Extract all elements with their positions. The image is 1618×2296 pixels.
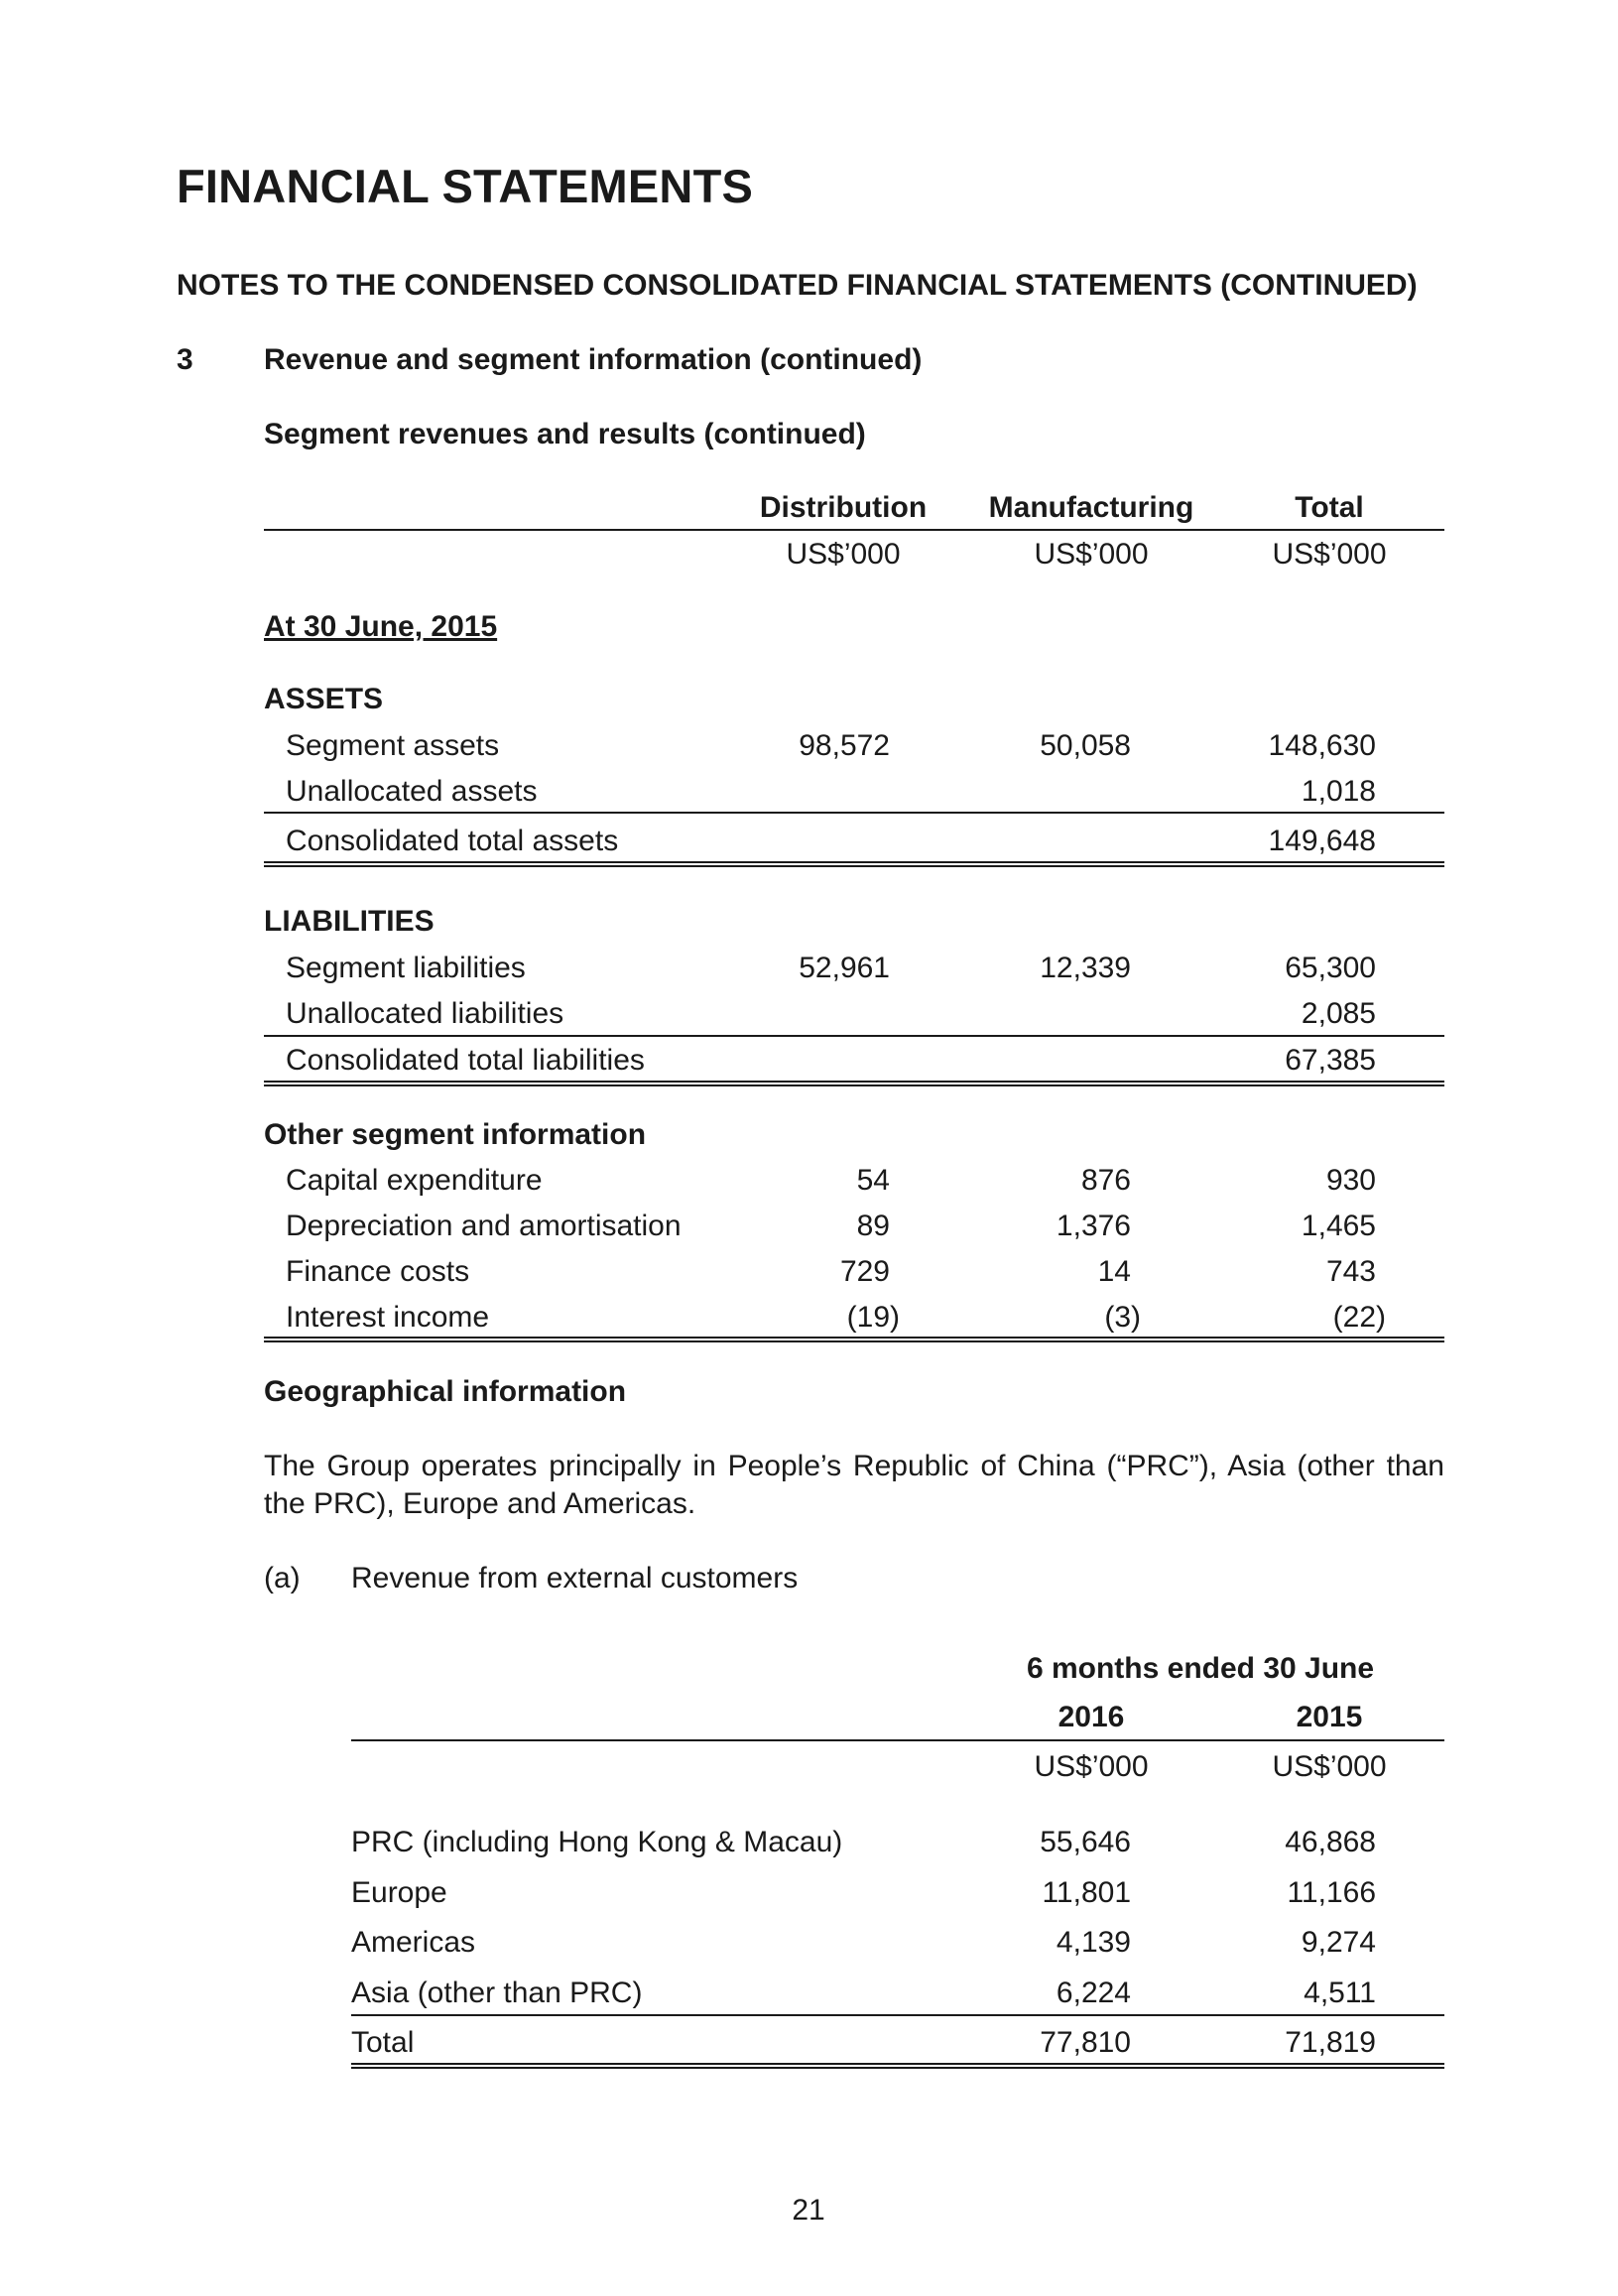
row-label: Segment assets: [286, 729, 500, 762]
table-cell: 1,465: [1301, 1210, 1376, 1242]
subtotal-rule: [351, 2014, 1444, 2016]
row-label: Unallocated assets: [286, 775, 538, 808]
table-cell: 4,139: [1056, 1926, 1131, 1959]
page-number: 21: [792, 2194, 825, 2227]
table-cell: 2,085: [1301, 997, 1376, 1030]
table-cell: 12,339: [1040, 952, 1131, 984]
section-title: Revenue and segment information (continued): [264, 343, 923, 376]
unit-label: US$’000: [1034, 538, 1149, 571]
row-label: Asia (other than PRC): [351, 1977, 643, 2009]
geo-heading: Geographical information: [264, 1375, 627, 1408]
row-label: PRC (including Hong Kong & Macau): [351, 1826, 843, 1858]
row-label: Capital expenditure: [286, 1164, 543, 1197]
table-cell: 148,630: [1268, 729, 1376, 762]
table-cell: (19): [846, 1301, 900, 1334]
table-cell: 743: [1325, 1255, 1376, 1288]
row-label: Americas: [351, 1926, 476, 1959]
subsection-title: Segment revenues and results (continued): [264, 418, 866, 450]
table-cell: 50,058: [1040, 729, 1131, 762]
row-label: Depreciation and amortisation: [286, 1210, 682, 1242]
row-label: Interest income: [286, 1301, 490, 1334]
table-cell: 876: [1080, 1164, 1131, 1197]
row-label: Total: [351, 2026, 415, 2059]
row-label: Consolidated total assets: [286, 825, 619, 857]
table-cell: 11,801: [1042, 1876, 1131, 1909]
year-header: 2016: [1058, 1701, 1125, 1733]
table-cell: 52,961: [799, 952, 890, 984]
row-label: Finance costs: [286, 1255, 470, 1288]
header-rule: [351, 1739, 1444, 1741]
other-heading: Other segment information: [264, 1118, 647, 1151]
unit-label: US$’000: [1272, 1750, 1387, 1783]
column-header-distribution: Distribution: [759, 491, 928, 524]
table-cell: 1,376: [1056, 1210, 1131, 1242]
table-cell: 77,810: [1040, 2026, 1131, 2059]
item-title: Revenue from external customers: [351, 1562, 799, 1594]
table-cell: 11,166: [1287, 1876, 1376, 1909]
period-header: 6 months ended 30 June: [1026, 1652, 1375, 1685]
header-rule: [264, 529, 1444, 531]
row-label: Unallocated liabilities: [286, 997, 564, 1030]
subtotal-rule: [264, 812, 1444, 814]
table-cell: 729: [839, 1255, 890, 1288]
table-cell: 98,572: [799, 729, 890, 762]
page-title: FINANCIAL STATEMENTS: [177, 160, 754, 212]
table-cell: 54: [856, 1164, 890, 1197]
unit-label: US$’000: [786, 538, 901, 571]
total-double-rule: [264, 1081, 1444, 1086]
period-label: At 30 June, 2015: [264, 610, 498, 643]
table-cell: 46,868: [1285, 1826, 1376, 1858]
table-cell: 71,819: [1285, 2026, 1376, 2059]
table-cell: (22): [1332, 1301, 1386, 1334]
unit-label: US$’000: [1272, 538, 1387, 571]
liabilities-heading: LIABILITIES: [264, 905, 435, 938]
section-number: 3: [177, 343, 193, 376]
notes-heading: NOTES TO THE CONDENSED CONSOLIDATED FINANCIAL STATEMENTS (CONTINUED): [177, 269, 1418, 302]
geo-paragraph: The Group operates principally in People’s Republic of China (“PRC”), Asia (other than the PRC), Europe and Americas.: [264, 1450, 1444, 1520]
assets-heading: ASSETS: [264, 683, 384, 715]
table-cell: 6,224: [1056, 1977, 1131, 2009]
table-cell: (3): [1104, 1301, 1141, 1334]
table-cell: 9,274: [1301, 1926, 1376, 1959]
row-label: Europe: [351, 1876, 447, 1909]
table-cell: 65,300: [1285, 952, 1376, 984]
unit-label: US$’000: [1034, 1750, 1149, 1783]
row-label: Segment liabilities: [286, 952, 526, 984]
column-header-manufacturing: Manufacturing: [988, 491, 1194, 524]
table-cell: 1,018: [1301, 775, 1376, 808]
total-double-rule: [264, 1337, 1444, 1342]
table-cell: 930: [1325, 1164, 1376, 1197]
item-label: (a): [264, 1562, 301, 1594]
table-cell: 14: [1097, 1255, 1131, 1288]
table-cell: 149,648: [1268, 825, 1376, 857]
table-cell: 89: [856, 1210, 890, 1242]
column-header-total: Total: [1295, 491, 1364, 524]
table-cell: 67,385: [1285, 1044, 1376, 1077]
total-double-rule: [351, 2063, 1444, 2069]
table-cell: 55,646: [1040, 1826, 1131, 1858]
subtotal-rule: [264, 1035, 1444, 1037]
total-double-rule: [264, 861, 1444, 867]
row-label: Consolidated total liabilities: [286, 1044, 645, 1077]
year-header: 2015: [1296, 1701, 1363, 1733]
table-cell: 4,511: [1304, 1977, 1376, 2009]
